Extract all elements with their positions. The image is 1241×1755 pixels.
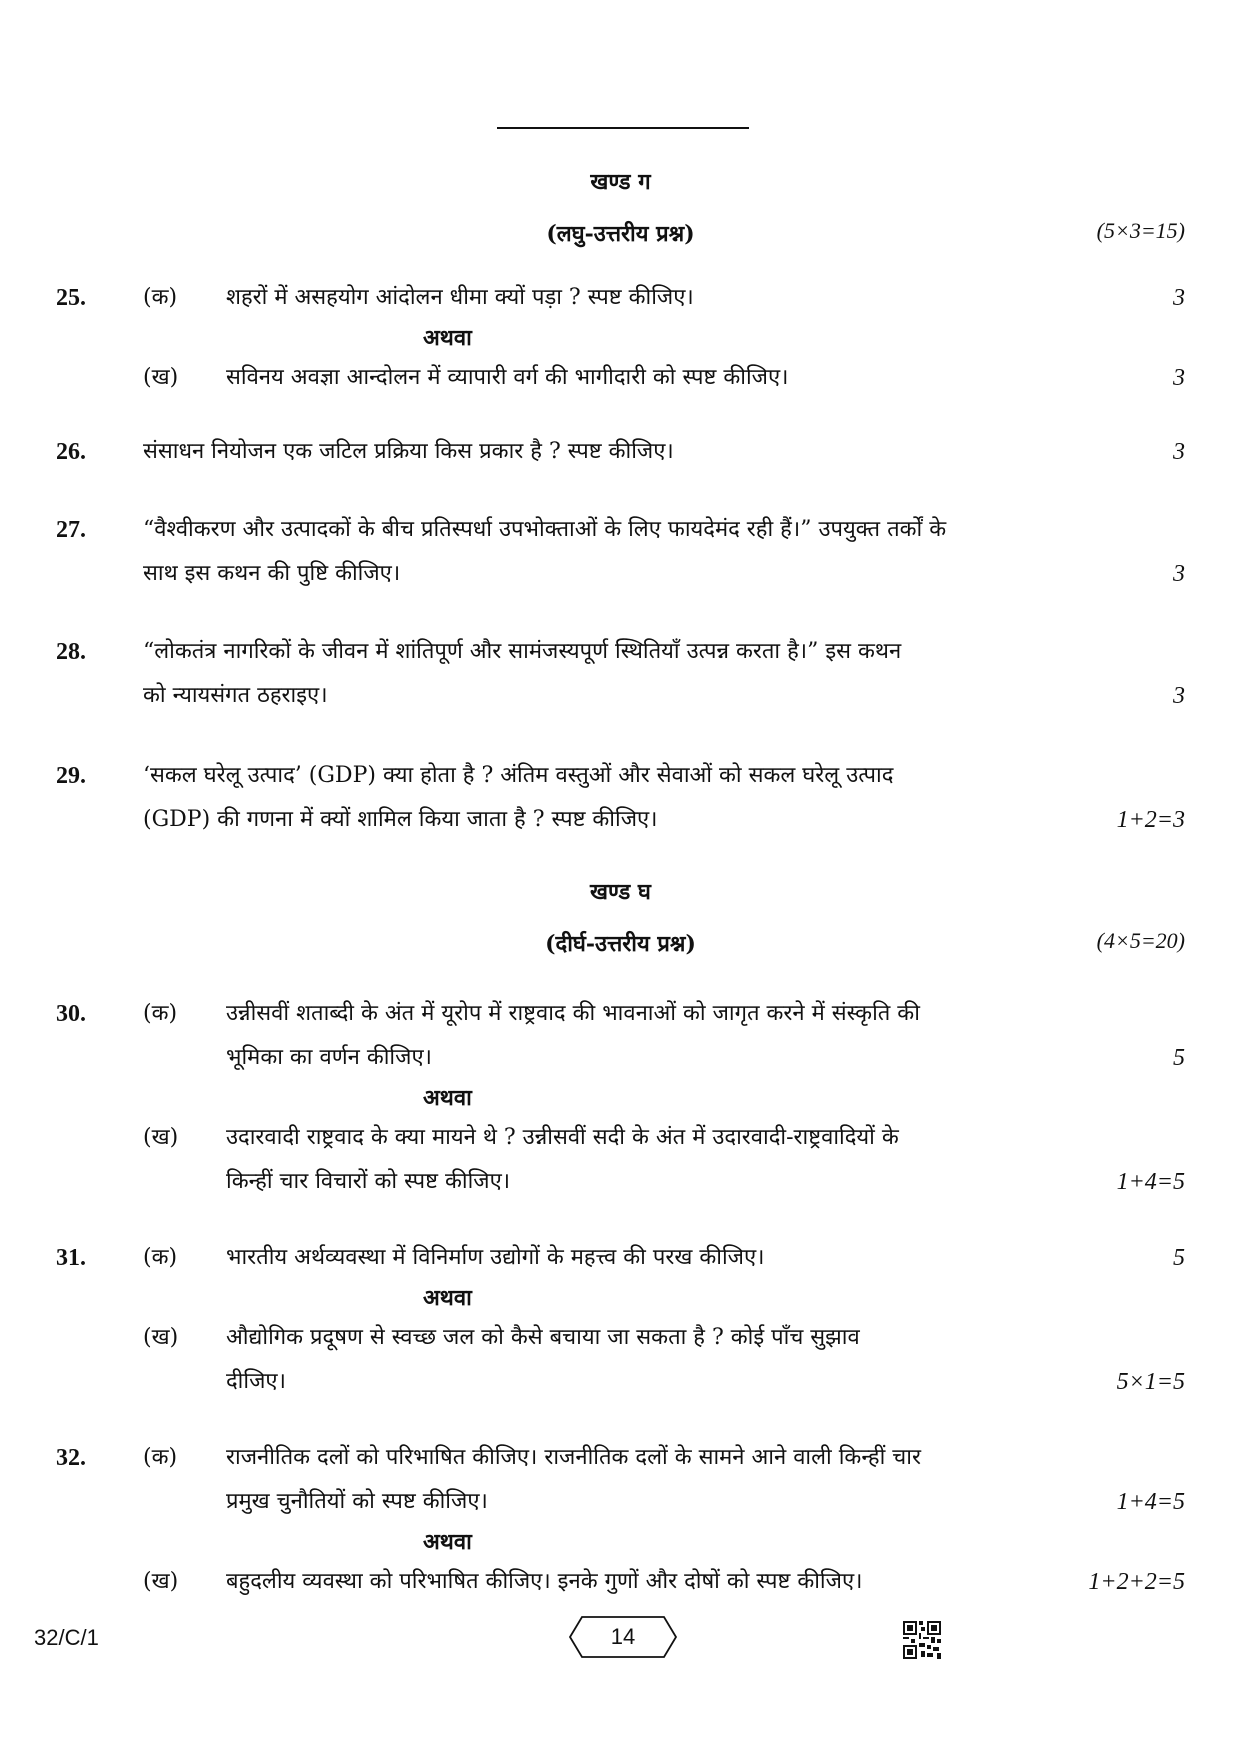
question-text-line2: भूमिका का वर्णन कीजिए। bbox=[226, 1045, 432, 1070]
question-marks: 5 bbox=[1173, 1245, 1185, 1271]
question-marks: 1+2+2=5 bbox=[1088, 1569, 1185, 1595]
question-number: 30. bbox=[56, 1001, 86, 1027]
question-marks: 3 bbox=[1173, 285, 1185, 311]
question-number: 29. bbox=[56, 763, 86, 789]
section-c-title: खण्ड ग bbox=[590, 169, 651, 195]
question-text-line2: प्रमुख चुनौतियों को स्पष्ट कीजिए। bbox=[226, 1489, 488, 1514]
option-label: (ख) bbox=[143, 1125, 179, 1150]
question-text-line2: (GDP) की गणना में क्यों शामिल किया जाता है ? स्पष्ट कीजिए। bbox=[143, 807, 658, 832]
option-label: (क) bbox=[143, 1445, 178, 1470]
question-text: सविनय अवज्ञा आन्दोलन में व्यापारी वर्ग की भागीदारी को स्पष्ट कीजिए। bbox=[226, 365, 789, 390]
question-marks: 3 bbox=[1173, 683, 1185, 709]
option-label: (क) bbox=[143, 285, 178, 310]
option-label: (ख) bbox=[143, 1325, 179, 1350]
question-marks: 1+4=5 bbox=[1116, 1489, 1185, 1515]
or-label: अथवा bbox=[423, 1085, 472, 1111]
option-label: (क) bbox=[143, 1001, 178, 1026]
question-text: भारतीय अर्थव्यवस्था में विनिर्माण उद्योगों के महत्त्व की परख कीजिए। bbox=[226, 1245, 765, 1270]
question-text-line1: “लोकतंत्र नागरिकों के जीवन में शांतिपूर्ण और सामंजस्यपूर्ण स्थितियाँ उत्पन्न करता है।” इस कथन bbox=[143, 639, 902, 664]
question-text-line2: साथ इस कथन की पुष्टि कीजिए। bbox=[143, 561, 401, 586]
section-c-marks: (5×3=15) bbox=[1096, 218, 1185, 243]
question-text: बहुदलीय व्यवस्था को परिभाषित कीजिए। इनके गुणों और दोषों को स्पष्ट कीजिए। bbox=[226, 1569, 863, 1594]
question-marks: 1+4=5 bbox=[1116, 1169, 1185, 1195]
option-label: (क) bbox=[143, 1245, 178, 1270]
question-marks: 1+2=3 bbox=[1116, 807, 1185, 833]
qr-code-icon bbox=[903, 1621, 941, 1659]
option-label: (ख) bbox=[143, 365, 179, 390]
question-marks: 5 bbox=[1173, 1045, 1185, 1071]
section-d-title: खण्ड घ bbox=[590, 879, 651, 905]
question-text: संसाधन नियोजन एक जटिल प्रक्रिया किस प्रकार है ? स्पष्ट कीजिए। bbox=[143, 439, 674, 464]
question-marks: 3 bbox=[1173, 365, 1185, 391]
section-c-subtitle: (लघु-उत्तरीय प्रश्न) bbox=[546, 221, 695, 247]
paper-code: 32/C/1 bbox=[34, 1625, 99, 1650]
question-text-line1: ‘सकल घरेलू उत्पाद’ (GDP) क्या होता है ? अंतिम वस्तुओं और सेवाओं को सकल घरेलू उत्पाद bbox=[143, 763, 894, 788]
question-text-line2: दीजिए। bbox=[226, 1369, 286, 1394]
question-number: 32. bbox=[56, 1445, 86, 1471]
question-number: 25. bbox=[56, 285, 86, 311]
option-label: (ख) bbox=[143, 1569, 179, 1594]
question-text: शहरों में असहयोग आंदोलन धीमा क्यों पड़ा ? स्पष्ट कीजिए। bbox=[226, 285, 694, 310]
question-number: 28. bbox=[56, 639, 86, 665]
section-d-subtitle: (दीर्घ-उत्तरीय प्रश्न) bbox=[545, 931, 696, 957]
question-text-line2: को न्यायसंगत ठहराइए। bbox=[143, 683, 328, 708]
or-label: अथवा bbox=[423, 325, 472, 351]
question-text-line1: उदारवादी राष्ट्रवाद के क्या मायने थे ? उन्नीसवीं सदी के अंत में उदारवादी-राष्ट्रवादियों के bbox=[226, 1125, 899, 1150]
or-label: अथवा bbox=[423, 1529, 472, 1555]
or-label: अथवा bbox=[423, 1285, 472, 1311]
question-marks: 3 bbox=[1173, 561, 1185, 587]
question-text-line2: किन्हीं चार विचारों को स्पष्ट कीजिए। bbox=[226, 1169, 511, 1194]
question-text-line1: राजनीतिक दलों को परिभाषित कीजिए। राजनीतिक दलों के सामने आने वाली किन्हीं चार bbox=[226, 1445, 921, 1470]
question-marks: 3 bbox=[1173, 439, 1185, 465]
question-number: 31. bbox=[56, 1245, 86, 1271]
top-divider bbox=[497, 127, 749, 129]
question-number: 27. bbox=[56, 517, 86, 543]
page-number: 14 bbox=[610, 1624, 636, 1649]
question-text-line1: उन्नीसवीं शताब्दी के अंत में यूरोप में राष्ट्रवाद की भावनाओं को जागृत करने में संस्कृति की bbox=[226, 1001, 920, 1026]
question-text-line1: “वैश्वीकरण और उत्पादकों के बीच प्रतिस्पर्धा उपभोक्ताओं के लिए फायदेमंद रही हैं।” उपयुक्त तर्कों के bbox=[143, 517, 947, 542]
question-number: 26. bbox=[56, 439, 86, 465]
section-d-marks: (4×5=20) bbox=[1096, 928, 1185, 953]
question-text-line1: औद्योगिक प्रदूषण से स्वच्छ जल को कैसे बचाया जा सकता है ? कोई पाँच सुझाव bbox=[226, 1325, 860, 1350]
question-marks: 5×1=5 bbox=[1116, 1369, 1185, 1395]
